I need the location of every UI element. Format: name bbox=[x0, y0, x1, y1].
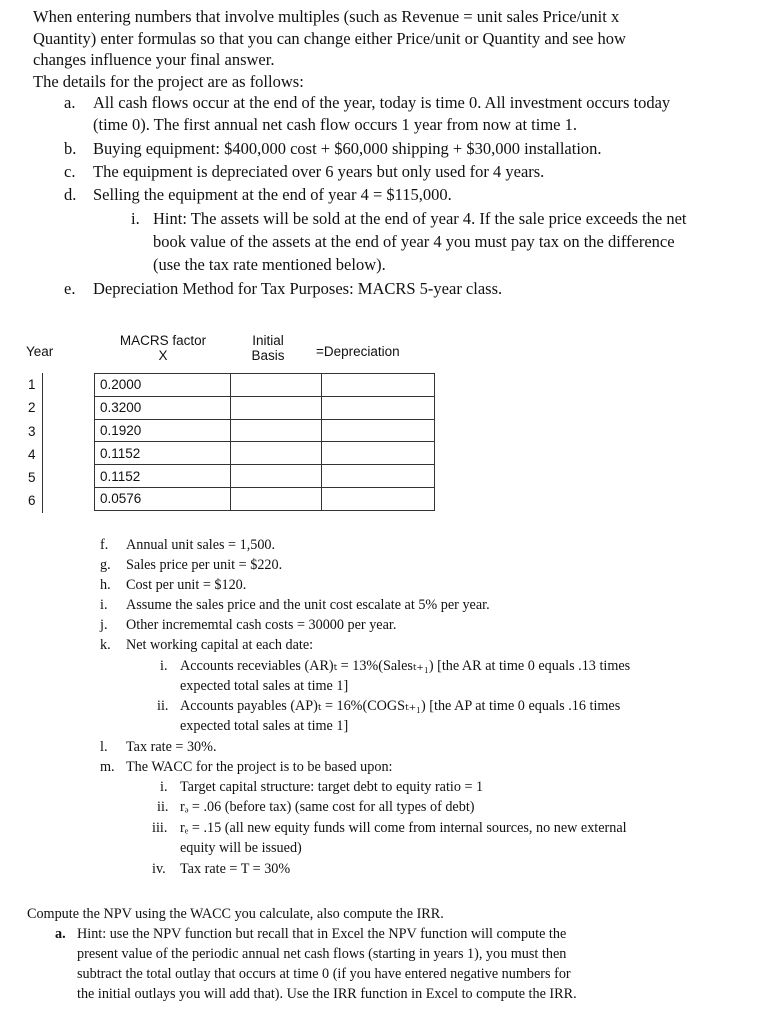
list-marker: i. bbox=[160, 779, 168, 795]
list-item: book value of the assets at the end of year 4 you must pay tax on the difference bbox=[153, 232, 675, 251]
compute-hint-line: the initial outlays you will add that). Use the IRR function in Excel to compute the IRR. bbox=[77, 986, 577, 1002]
intro-line: changes influence your final answer. bbox=[33, 50, 275, 70]
table-row bbox=[95, 487, 435, 510]
depreciation-cell bbox=[322, 374, 435, 397]
table-row bbox=[95, 442, 435, 465]
year-cell: 5 bbox=[28, 470, 36, 486]
table-row bbox=[95, 396, 435, 419]
list-item: Tax rate = 30%. bbox=[126, 739, 217, 755]
year-header: Year bbox=[26, 344, 54, 359]
list-item: Selling the equipment at the end of year 4 = $115,000. bbox=[93, 185, 452, 204]
list-marker: g. bbox=[100, 557, 111, 573]
depreciation-grid bbox=[94, 373, 435, 511]
depreciation-cell bbox=[322, 442, 435, 465]
list-marker: i. bbox=[160, 658, 168, 674]
list-item: The WACC for the project is to be based upon: bbox=[126, 759, 393, 775]
list-marker: e. bbox=[64, 279, 76, 298]
list-item: rₔ = .06 (before tax) (same cost for all types of debt) bbox=[180, 799, 475, 815]
list-item: (use the tax rate mentioned below). bbox=[153, 255, 386, 274]
compute-hint-line: subtract the total outlay that occurs at time 0 (if you have entered negative numbers for bbox=[77, 966, 571, 982]
macrs-header-line: MACRS factor bbox=[119, 333, 207, 348]
depreciation-cell bbox=[322, 419, 435, 442]
list-item: All cash flows occur at the end of the year, today is time 0. All investment occurs today bbox=[93, 93, 671, 112]
list-item: Accounts receviables (AR)ₜ = 13%(Salesₜ₊₁) [the AR at time 0 equals .13 times bbox=[180, 658, 631, 674]
year-column bbox=[26, 373, 43, 513]
list-item: Cost per unit = $120. bbox=[126, 577, 247, 593]
list-item: The equipment is depreciated over 6 years but only used for 4 years. bbox=[93, 162, 545, 181]
table-row bbox=[95, 419, 435, 442]
list-item: Net working capital at each date: bbox=[126, 637, 314, 653]
list-marker: j. bbox=[100, 617, 108, 633]
list-item: Hint: The assets will be sold at the end of year 4. If the sale price exceeds the net bbox=[153, 209, 687, 228]
depreciation-cell bbox=[322, 487, 435, 510]
list-item: Depreciation Method for Tax Purposes: MACRS 5-year class. bbox=[93, 279, 503, 298]
compute-hint-line: Hint: use the NPV function but recall that in Excel the NPV function will compute the bbox=[77, 926, 567, 942]
depreciation-cell bbox=[322, 465, 435, 488]
depreciation-header: =Depreciation bbox=[316, 344, 400, 359]
list-marker: ii. bbox=[157, 799, 169, 815]
list-item: (time 0). The first annual net cash flow occurs 1 year from now at time 1. bbox=[93, 115, 578, 134]
list-marker: m. bbox=[100, 759, 115, 775]
macrs-factor-cell: 0.3200 bbox=[95, 396, 231, 419]
basis-cell bbox=[231, 487, 322, 510]
list-marker: h. bbox=[100, 577, 111, 593]
initial-basis-header bbox=[238, 333, 298, 363]
compute-hint-line: present value of the periodic annual net cash flows (starting in years 1), you must then bbox=[77, 946, 567, 962]
macrs-factor-cell: 0.1152 bbox=[95, 465, 231, 488]
list-item: Other incrememtal cash costs = 30000 per year. bbox=[126, 617, 397, 633]
list-marker: f. bbox=[100, 537, 109, 553]
macrs-header-line: X bbox=[158, 348, 168, 363]
macrs-factor-header bbox=[108, 333, 218, 363]
list-marker: b. bbox=[64, 139, 77, 158]
list-item: expected total sales at time 1] bbox=[180, 678, 349, 694]
list-marker: c. bbox=[64, 162, 76, 181]
intro-line: The details for the project are as follows: bbox=[33, 71, 304, 91]
intro-line: When entering numbers that involve multiples (such as Revenue = unit sales Price/unit x bbox=[33, 7, 620, 26]
basis-header-line: Basis bbox=[251, 348, 285, 363]
list-item: rₑ = .15 (all new equity funds will come from internal sources, no new external bbox=[180, 820, 627, 836]
year-cell: 6 bbox=[28, 493, 36, 509]
table-row bbox=[95, 465, 435, 488]
macrs-factor-cell: 0.0576 bbox=[95, 487, 231, 510]
basis-cell bbox=[231, 442, 322, 465]
table-row bbox=[95, 374, 435, 397]
list-marker: i. bbox=[100, 597, 108, 613]
compute-heading: Compute the NPV using the WACC you calculate, also compute the IRR. bbox=[27, 906, 444, 922]
list-marker: ii. bbox=[157, 698, 169, 714]
depreciation-cell bbox=[322, 396, 435, 419]
basis-cell bbox=[231, 465, 322, 488]
list-marker: iii. bbox=[152, 820, 168, 836]
list-item: Buying equipment: $400,000 cost + $60,000 shipping + $30,000 installation. bbox=[93, 139, 602, 158]
year-cell: 1 bbox=[28, 377, 36, 392]
year-cell: 3 bbox=[28, 423, 36, 439]
list-item: Assume the sales price and the unit cost escalate at 5% per year. bbox=[126, 597, 490, 613]
basis-cell bbox=[231, 419, 322, 442]
basis-header-line: Initial bbox=[252, 333, 284, 348]
list-item: Target capital structure: target debt to equity ratio = 1 bbox=[180, 779, 484, 795]
basis-cell bbox=[231, 396, 322, 419]
year-cell: 4 bbox=[28, 446, 36, 462]
list-marker: a. bbox=[64, 93, 76, 112]
list-marker: d. bbox=[64, 185, 77, 204]
macrs-factor-cell: 0.2000 bbox=[95, 374, 231, 397]
list-item: Annual unit sales = 1,500. bbox=[126, 537, 276, 553]
list-marker: l. bbox=[100, 739, 108, 755]
list-item: equity will be issued) bbox=[180, 840, 302, 856]
intro-line: Quantity) enter formulas so that you can change either Price/unit or Quantity and see how bbox=[33, 28, 626, 48]
list-item: Sales price per unit = $220. bbox=[126, 557, 283, 573]
list-marker: k. bbox=[100, 637, 111, 653]
basis-cell bbox=[231, 374, 322, 397]
list-marker: a. bbox=[55, 926, 66, 942]
list-marker: iv. bbox=[152, 861, 166, 877]
year-cell: 2 bbox=[28, 400, 36, 416]
list-marker: i. bbox=[131, 209, 140, 228]
macrs-factor-cell: 0.1152 bbox=[95, 442, 231, 465]
list-item: Tax rate = T = 30% bbox=[180, 861, 291, 877]
list-item: expected total sales at time 1] bbox=[180, 718, 349, 734]
intro-paragraph bbox=[33, 6, 753, 92]
list-item: Accounts payables (AP)ₜ = 16%(COGSₜ₊₁) [the AP at time 0 equals .16 times bbox=[180, 698, 621, 714]
macrs-factor-cell: 0.1920 bbox=[95, 419, 231, 442]
